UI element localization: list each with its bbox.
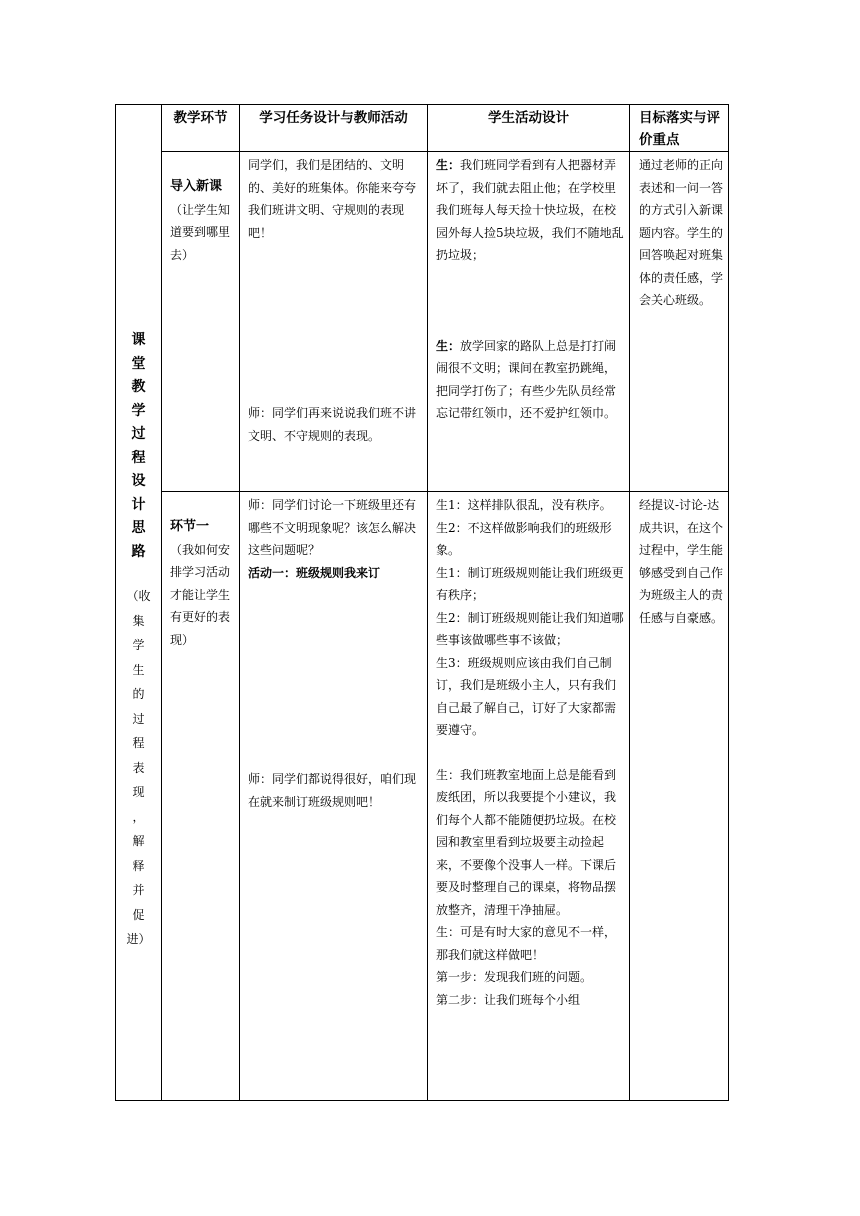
student-text: 第一步：发现我们班的问题。 bbox=[436, 970, 593, 984]
stage-cell bbox=[162, 492, 240, 1101]
side-title-char: 设 bbox=[131, 473, 146, 490]
student-cell bbox=[428, 152, 630, 492]
header-stage: 教学环节 bbox=[162, 105, 240, 152]
lesson-plan-table bbox=[115, 104, 729, 1101]
side-note-char: 过 bbox=[132, 711, 145, 726]
side-note-char: 解 bbox=[132, 834, 145, 849]
teacher-text: 师：同学们再来说说我们班不讲文明、不守规则的表现。 bbox=[248, 406, 417, 443]
student-cell bbox=[428, 492, 630, 1101]
stage-cell bbox=[162, 152, 240, 492]
side-note-char: 进） bbox=[126, 932, 151, 947]
teacher-cell bbox=[240, 492, 428, 1101]
side-title bbox=[116, 329, 161, 564]
student-text: 生1：制订班级规则能让我们班级更有秩序； bbox=[436, 565, 624, 602]
goal-cell bbox=[630, 492, 729, 1101]
student-text: 生：放学回家的路队上总是打打闹闹很不文明；课间在教室扔跳绳，把同学打伤了；有些少先队员经常忘记带红领巾，还不爱护红领巾。 bbox=[436, 338, 617, 420]
side-note-char: 并 bbox=[132, 883, 145, 898]
side-note-char: 表 bbox=[132, 760, 145, 775]
table-row bbox=[116, 492, 729, 1101]
goal-text: 经提议-讨论-达成共识，在这个过程中，学生能够感受到自己作为班级主人的责任感与自豪感。 bbox=[639, 498, 724, 625]
side-note-char: 的 bbox=[132, 687, 145, 702]
side-title-char: 教 bbox=[131, 379, 146, 396]
student-text: 生3：班级规则应该由我们自己制订，我们是班级小主人，只有我们自己最了解自己，订好了大家都需要遵守。 bbox=[436, 655, 617, 737]
table-row bbox=[116, 152, 729, 492]
side-note-char: 学 bbox=[132, 638, 145, 653]
student-text: 生1：这样排队很乱，没有秩序。 bbox=[436, 498, 612, 512]
student-text: 生：可是有时大家的意见不一样，那我们就这样做吧！ bbox=[436, 925, 617, 962]
student-text: 第二步：让我们班每个小组 bbox=[436, 992, 581, 1007]
header-goal: 目标落实与评价重点 bbox=[630, 105, 729, 152]
header-student: 学生活动设计 bbox=[428, 105, 630, 152]
teacher-cell bbox=[240, 152, 428, 492]
side-note bbox=[116, 584, 161, 952]
side-note-char: 促 bbox=[132, 907, 145, 922]
stage-note: （让学生知道要到哪里去） bbox=[170, 202, 231, 262]
stage-title: 导入新课 bbox=[170, 179, 223, 194]
student-text: 生：我们班教室地面上总是能看到废纸团，所以我要提个小建议，我们每个人都不能随便扔垃圾。在校园和教室里看到垃圾要主动捡起来，不要像个没事人一样。下课后要及时整理自己的课桌，将物品摆放整齐，清理干净抽屉。 bbox=[436, 767, 617, 917]
header-teacher: 学习任务设计与教师活动 bbox=[240, 105, 428, 152]
student-text: 生2：不这样做影响我们的班级形象。 bbox=[436, 520, 612, 557]
stage-note: （我如何安排学习活动才能让学生有更好的表现） bbox=[170, 542, 231, 647]
side-note-char: ， bbox=[132, 809, 145, 824]
side-note-char: 释 bbox=[132, 858, 145, 873]
side-note-char: 集 bbox=[132, 613, 145, 628]
side-note-char: 程 bbox=[132, 736, 145, 751]
activity-title: 活动一：班级规则我来订 bbox=[248, 565, 381, 580]
side-title-char: 思 bbox=[131, 520, 146, 537]
speaker-label: 生： bbox=[436, 158, 461, 172]
goal-text: 通过老师的正向表述和一问一答的方式引入新课题内容。学生的回答唤起对班集体的责任感，学会关心班级。 bbox=[639, 158, 724, 307]
speaker-label: 生： bbox=[436, 338, 461, 353]
side-title-char: 路 bbox=[131, 543, 146, 560]
header-row bbox=[116, 105, 729, 152]
side-title-char: 过 bbox=[131, 426, 146, 443]
student-text: 生2：制订班级规则能让我们知道哪些事该做哪些事不该做； bbox=[436, 610, 624, 647]
side-title-char: 程 bbox=[131, 449, 146, 466]
side-label-cell bbox=[116, 105, 162, 1101]
stage-title: 环节一 bbox=[170, 519, 210, 534]
side-title-char: 计 bbox=[131, 496, 146, 513]
side-title-char: 堂 bbox=[131, 355, 146, 372]
side-note-char: 生 bbox=[132, 662, 145, 677]
side-title-char: 课 bbox=[131, 332, 146, 349]
side-note-char: （收 bbox=[126, 589, 151, 604]
side-note-char: 现 bbox=[132, 785, 145, 800]
teacher-text: 师：同学们讨论一下班级里还有哪些不文明现象呢？该怎么解决这些问题呢？ bbox=[248, 498, 417, 557]
goal-cell bbox=[630, 152, 729, 492]
side-title-char: 学 bbox=[131, 402, 146, 419]
teacher-text: 同学们，我们是团结的、文明的、美好的班集体。你能来夸夸我们班讲文明、守规则的表现吧！ bbox=[248, 158, 417, 240]
teacher-text: 师：同学们都说得很好，咱们现在就来制订班级规则吧！ bbox=[248, 772, 417, 809]
student-text: 生：我们班同学看到有人把器材弄坏了，我们就去阻止他；在学校里我们班每人每天捡十快垃圾，在校园外每人捡5块垃圾，我们不随地乱扔垃圾； bbox=[436, 158, 624, 262]
